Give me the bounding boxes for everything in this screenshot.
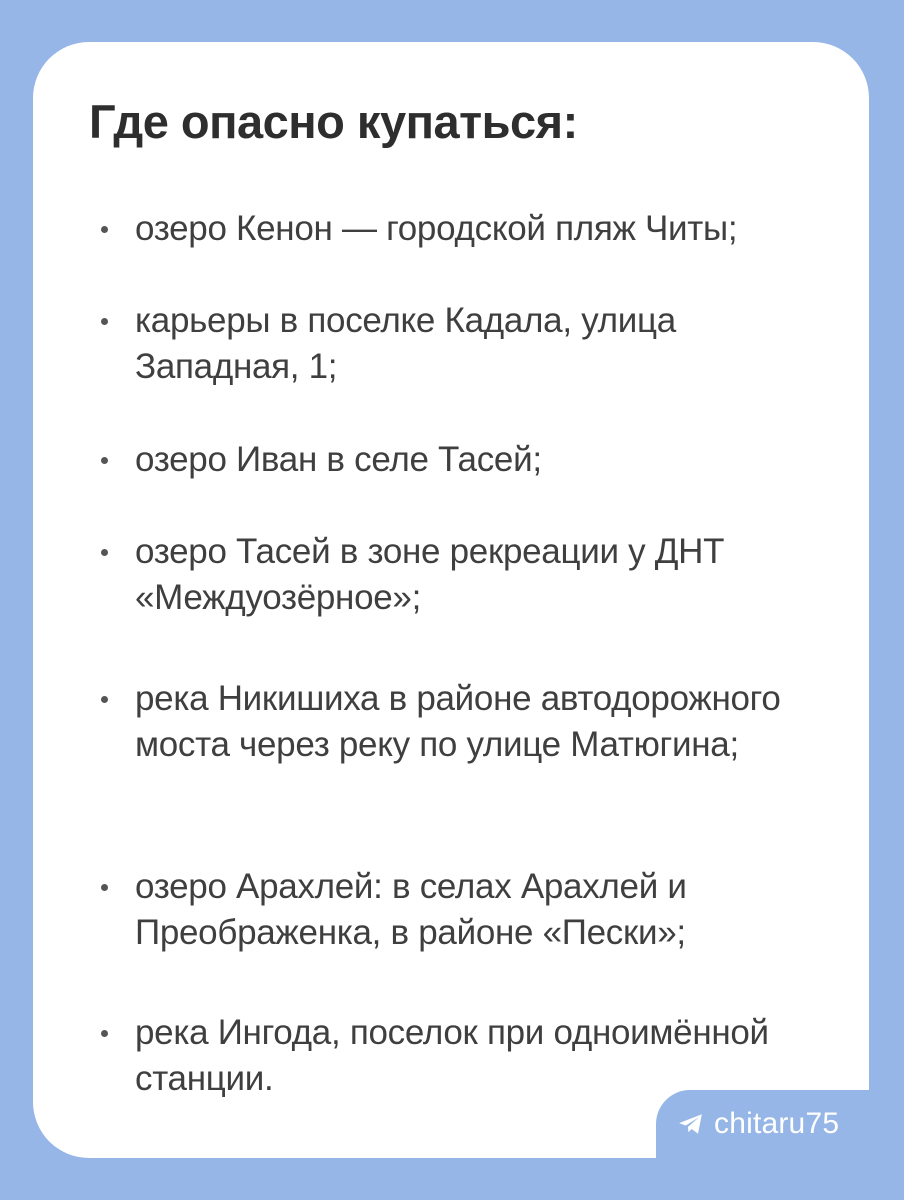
channel-handle: chitaru75 xyxy=(714,1107,840,1140)
list-item xyxy=(135,437,835,483)
list-item-text: озеро Тасей в зоне рекреации у ДНТ «Междуозёрное»; xyxy=(135,532,725,617)
bullet-icon xyxy=(101,696,108,703)
list-item-text: озеро Арахлей: в селах Арахлей и Преображенка, в районе «Пески»; xyxy=(135,867,687,952)
bullet-icon xyxy=(101,226,108,233)
telegram-icon xyxy=(678,1113,704,1135)
list-item xyxy=(135,1010,835,1102)
list-item xyxy=(135,206,835,252)
bullet-icon xyxy=(101,318,108,325)
bullet-icon xyxy=(101,457,108,464)
page-title: Где опасно купаться: xyxy=(89,95,578,148)
list-item xyxy=(135,298,835,390)
list-item xyxy=(135,676,835,768)
list-item-text: озеро Иван в селе Тасей; xyxy=(135,440,542,479)
list-item-text: озеро Кенон — городской пляж Читы; xyxy=(135,209,738,248)
channel-badge[interactable] xyxy=(656,1090,870,1158)
list-item xyxy=(135,529,835,621)
list-item xyxy=(135,864,835,956)
list-item-text: карьеры в поселке Кадала, улица Западная, 1; xyxy=(135,301,676,386)
list-item-text: река Ингода, поселок при одноимённой станции. xyxy=(135,1013,769,1098)
bullet-icon xyxy=(101,884,108,891)
bullet-icon xyxy=(101,1030,108,1037)
list-item-text: река Никишиха в районе автодорожного моста через реку по улице Матюгина; xyxy=(135,679,781,764)
content-card xyxy=(33,42,869,1158)
bullet-icon xyxy=(101,549,108,556)
